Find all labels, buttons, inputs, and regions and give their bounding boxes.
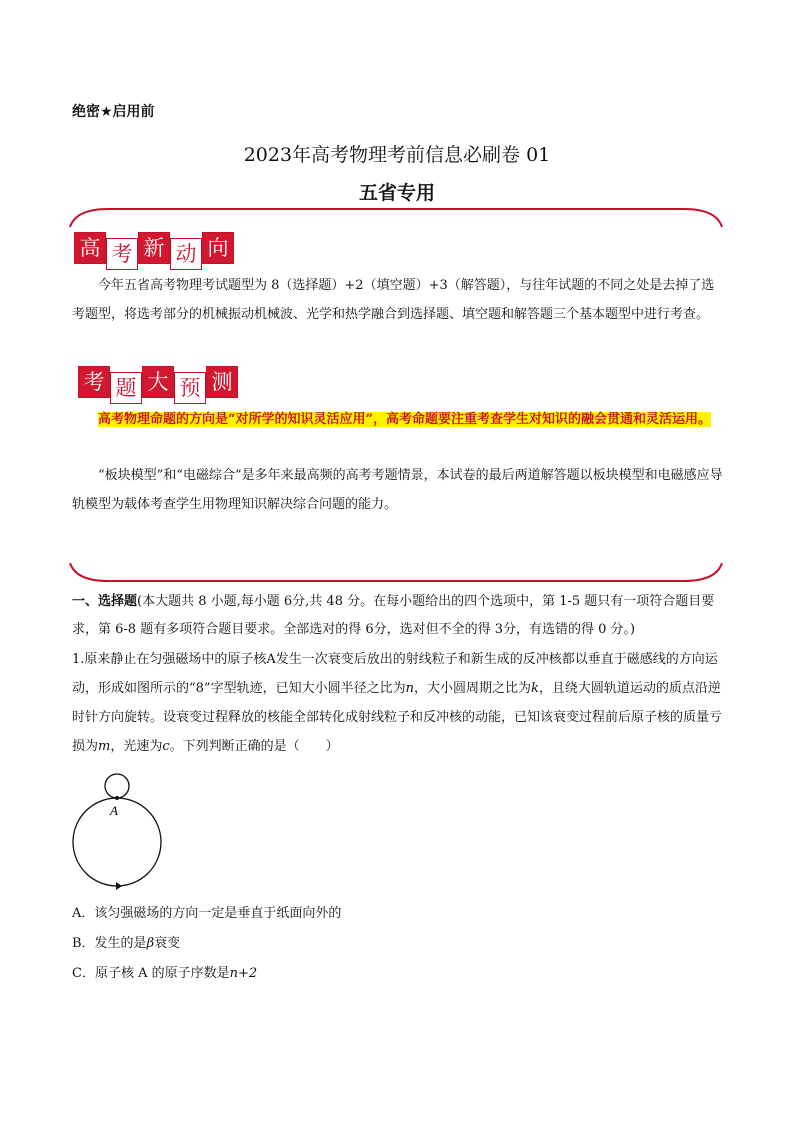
model-paragraph: “板块模型”和“电磁综合”是多年来最高频的高考考题情景，本试卷的最后两道解答题以板块模型和电磁感应导轨模型为载体考查学生用物理知识解决综合问题的能力。 [72, 468, 723, 512]
point-a-label: A [110, 803, 118, 818]
option-a: A．该匀强磁场的方向一定是垂直于纸面向外的 [72, 906, 342, 921]
badge-char: 考 [78, 366, 110, 398]
highlight-paragraph [72, 405, 724, 434]
option-b [72, 932, 180, 951]
badge-char: 新 [138, 232, 170, 264]
intro-paragraph: 今年五省高考物理考试题型为 8（选择题）+2（填空题）+3（解答题），与往年试题的不同之处是去掉了选考题型，将选考部分的机械振动机械波、光学和热学融合到选择题、填空题和解答题三个基本题型中进行考查。 [72, 278, 715, 322]
q1-text: ，大小圆周期之比为 [413, 681, 531, 696]
badge-char: 动 [170, 238, 202, 270]
section-heading-bold: 一、选择题 [72, 594, 138, 609]
badge-char: 大 [142, 366, 174, 398]
option-c-text: C．原子核 A 的原子序数是 [72, 966, 230, 981]
confidential-label: 绝密★启用前 [72, 104, 155, 120]
badge-char: 测 [206, 366, 238, 398]
q1-var-m: m [98, 739, 111, 754]
q1-text: ，且绕大圆轨道运动的质点沿逆时针方向旋转。设衰变过程释放的核能全部转化成射线粒子和反冲核的动能，已知该衰变过程前后原子核的质量亏损为 [72, 681, 723, 754]
option-b-text: 衰变 [154, 936, 181, 951]
badge-char: 预 [174, 372, 206, 404]
badge-exam-trends [74, 232, 234, 270]
exam-title: 2023年高考物理考前信息必刷卷 01 [243, 144, 551, 166]
option-c [72, 962, 257, 981]
q1-var-n: n [405, 681, 414, 696]
option-b-var: β [146, 936, 155, 951]
badge-char: 向 [202, 232, 234, 264]
badge-exam-prediction [78, 366, 238, 404]
figure-eight-trajectory-diagram [70, 770, 180, 900]
option-b-text: B．发生的是 [72, 936, 147, 951]
q1-text: 1.原来静止在匀强磁场中的原子核A发生一次衰变后放出的射线粒子和新生成的反冲核都以垂直于磁感线的方向运动，形成如图所示的“8”字型轨迹，已知大小圆半径之比为 [72, 652, 718, 696]
point-a-dot [115, 796, 119, 800]
q1-text: ，光速为 [110, 739, 163, 754]
direction-arrow-icon [116, 882, 122, 890]
q1-var-k: k [530, 681, 539, 696]
badge-char: 考 [106, 238, 138, 270]
option-c-var: n+2 [229, 966, 258, 981]
small-circle-trajectory [105, 774, 129, 798]
badge-char: 高 [74, 232, 106, 264]
exam-subtitle: 五省专用 [358, 182, 435, 204]
badge-char: 题 [110, 372, 142, 404]
highlighted-text: 高考物理命题的方向是“对所学的知识灵活应用”，高考命题要注重考查学生对知识的融会贯通和灵活运用。 [98, 412, 711, 427]
q1-var-c: c [162, 739, 170, 754]
question-1-stem [72, 645, 726, 761]
section-heading-text: (本大题共 8 小题,每小题 6分,共 48 分。在每小题给出的四个选项中，第 1-5 题只有一项符合题目要求，第 6-8 题有多项符合题目要求。全部选对的得 6分，选对但不全的得 3分，有选错的得 0 分。) [72, 594, 715, 637]
q1-text: 。下列判断正确的是（ ） [169, 739, 339, 754]
section-heading [72, 588, 726, 644]
